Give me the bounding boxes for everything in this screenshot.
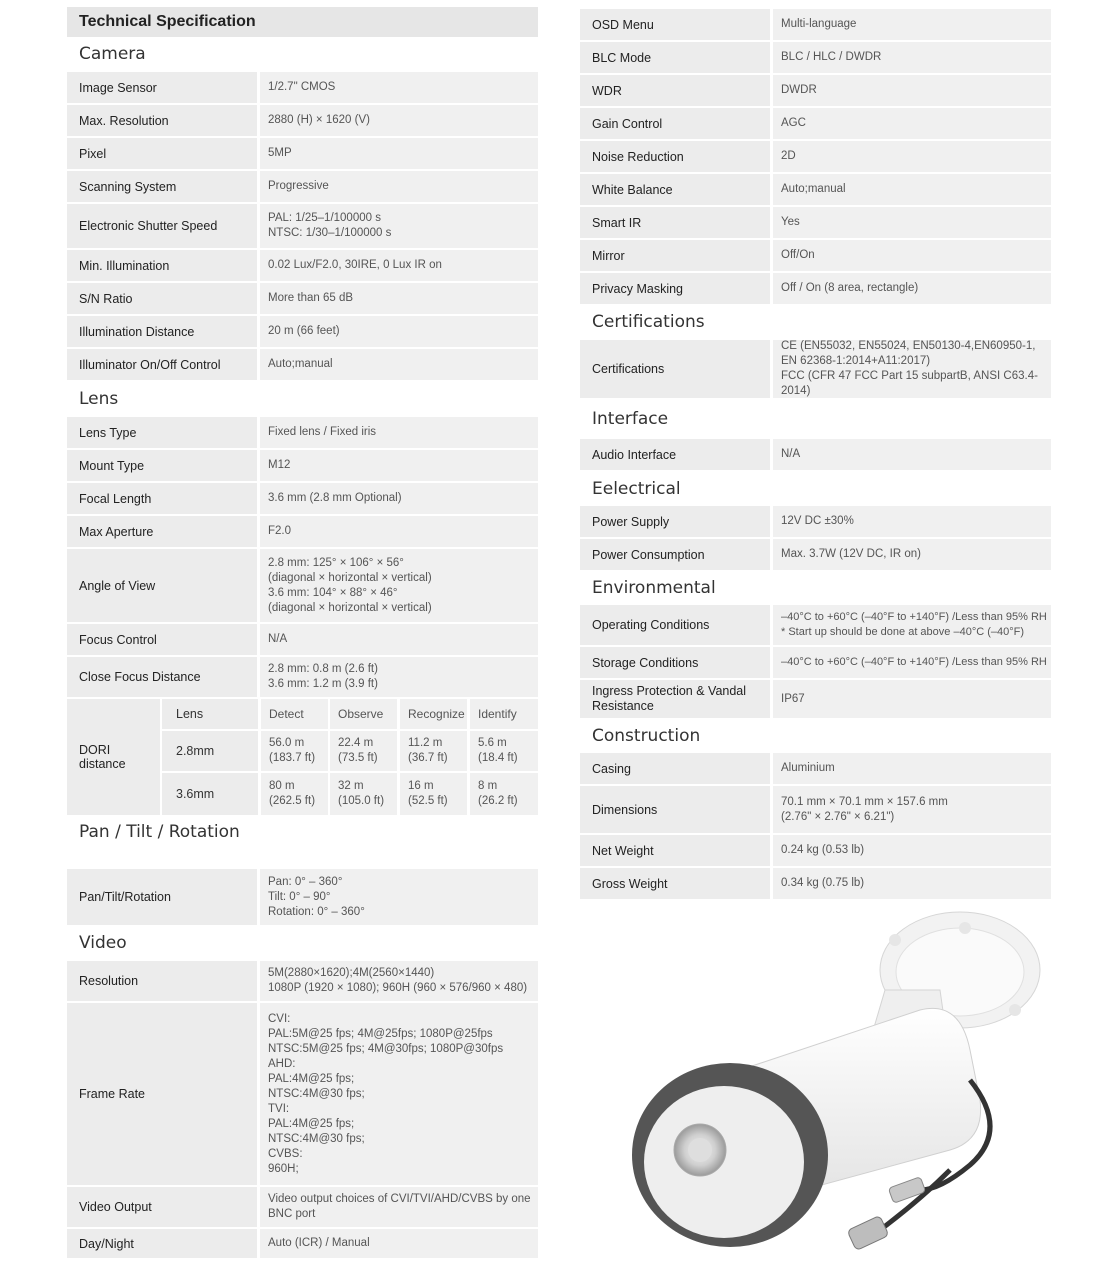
mount-screw [1009, 1004, 1021, 1016]
spec-row-ingress-protection [580, 680, 1051, 718]
spec-label: WDR [580, 75, 770, 106]
spec-label: Ingress Protection & Vandal Resistance [580, 680, 770, 718]
mount-screw [959, 922, 971, 934]
spec-label: OSD Menu [580, 9, 770, 40]
spec-label: Lens Type [67, 417, 257, 448]
spec-label: Gain Control [580, 108, 770, 139]
spec-label: Angle of View [67, 549, 257, 622]
dori-cell: 16 m (52.5 ft) [400, 773, 467, 815]
spec-label: Resolution [67, 961, 257, 1001]
spec-value: 20 m (66 feet) [260, 316, 538, 347]
spec-value: 1/2.7" CMOS [260, 72, 538, 103]
spec-label: Operating Conditions [580, 605, 770, 645]
spec-label: Audio Interface [580, 439, 770, 470]
dori-header-detect: Detect [261, 699, 328, 729]
spec-row-blc-mode [580, 42, 1051, 73]
spec-row-lens-type [67, 417, 538, 448]
spec-label: BLC Mode [580, 42, 770, 73]
spec-value: CVI: PAL:5M@25 fps; 4M@25fps; 1080P@25fps NTSC:5M@25 fps; 4M@30fps; 1080P@30fps AHD: PAL:4M@25 fps; NTSC:4M@30 fps; TVI: PAL:4M@25 fps; NTSC:4M@30 fps; CVBS: 960H; [260, 1003, 538, 1185]
spec-value: 0.24 kg (0.53 lb) [773, 835, 1051, 866]
spec-row-osd-menu [580, 9, 1051, 40]
spec-row-white-balance [580, 174, 1051, 205]
spec-row-certifications [580, 340, 1051, 398]
spec-row-image-sensor [67, 72, 538, 103]
dori-header-observe: Observe [330, 699, 397, 729]
spec-label: Electronic Shutter Speed [67, 204, 257, 248]
bullet-camera-image [620, 900, 1060, 1260]
spec-row-casing [580, 753, 1051, 784]
spec-row-privacy-masking [580, 273, 1051, 304]
spec-label: Privacy Masking [580, 273, 770, 304]
spec-row-close-focus [67, 657, 538, 697]
spec-value: BLC / HLC / DWDR [773, 42, 1051, 73]
spec-row-resolution [67, 961, 538, 1001]
spec-value: Video output choices of CVI/TVI/AHD/CVBS by one BNC port [260, 1187, 538, 1227]
spec-label: Frame Rate [67, 1003, 257, 1185]
section-interface-heading: Interface [592, 409, 669, 429]
dori-cell: 32 m (105.0 ft) [330, 773, 397, 815]
spec-value: Auto (ICR) / Manual [260, 1229, 538, 1258]
spec-label: Pan/Tilt/Rotation [67, 869, 257, 925]
section-construction-heading: Construction [592, 726, 701, 746]
spec-row-noise-reduction [580, 141, 1051, 172]
dori-header-lens: Lens [162, 699, 258, 729]
spec-label: Power Consumption [580, 539, 770, 570]
spec-row-angle-of-view [67, 549, 538, 622]
spec-row-shutter-speed [67, 204, 538, 248]
spec-row-net-weight [580, 835, 1051, 866]
spec-value: Auto;manual [260, 349, 538, 380]
spec-label: Focal Length [67, 483, 257, 514]
spec-row-power-supply [580, 506, 1051, 537]
section-electrical-heading: Eelectrical [592, 479, 681, 499]
spec-row-wdr [580, 75, 1051, 106]
dori-cell: 22.4 m (73.5 ft) [330, 731, 397, 771]
section-video-heading: Video [79, 933, 127, 953]
spec-row-scanning-system [67, 171, 538, 202]
spec-value: 2880 (H) × 1620 (V) [260, 105, 538, 136]
spec-value: Fixed lens / Fixed iris [260, 417, 538, 448]
spec-value: 3.6 mm (2.8 mm Optional) [260, 483, 538, 514]
spec-label: Min. Illumination [67, 250, 257, 281]
dori-cell: 8 m (26.2 ft) [470, 773, 538, 815]
spec-value: 5M(2880×1620);4M(2560×1440) 1080P (1920 × 1080); 960H (960 × 576/960 × 480) [260, 961, 538, 1001]
spec-value: More than 65 dB [260, 283, 538, 314]
spec-value: Off/On [773, 240, 1051, 271]
spec-row-dimensions [580, 786, 1051, 833]
spec-value: –40°C to +60°C (–40°F to +140°F) /Less than 95% RH * Start up should be done at above –40°C (–40°F) [773, 605, 1051, 645]
spec-label: Smart IR [580, 207, 770, 238]
spec-value: –40°C to +60°C (–40°F to +140°F) /Less than 95% RH [773, 647, 1051, 678]
spec-row-smart-ir [580, 207, 1051, 238]
spec-label: Gross Weight [580, 868, 770, 899]
spec-row-illuminator-control [67, 349, 538, 380]
section-environmental-heading: Environmental [592, 578, 716, 598]
spec-label: Storage Conditions [580, 647, 770, 678]
dori-lens-cell: 3.6mm [162, 773, 258, 815]
mount-screw [889, 934, 901, 946]
spec-row-audio-interface [580, 439, 1051, 470]
spec-value: Multi-language [773, 9, 1051, 40]
spec-value: AGC [773, 108, 1051, 139]
spec-row-max-aperture [67, 516, 538, 547]
spec-row-mount-type [67, 450, 538, 481]
spec-value: PAL: 1/25–1/100000 s NTSC: 1/30–1/100000 s [260, 204, 538, 248]
section-certifications-heading: Certifications [592, 312, 705, 332]
section-pan-heading: Pan / Tilt / Rotation [79, 822, 240, 842]
spec-label: White Balance [580, 174, 770, 205]
section-lens-heading: Lens [79, 389, 119, 409]
spec-row-day-night [67, 1229, 538, 1258]
dori-cell: 56.0 m (183.7 ft) [261, 731, 328, 771]
spec-row-frame-rate [67, 1003, 538, 1185]
spec-value: Max. 3.7W (12V DC, IR on) [773, 539, 1051, 570]
spec-row-gain-control [580, 108, 1051, 139]
camera-face [644, 1086, 804, 1238]
spec-label: Illuminator On/Off Control [67, 349, 257, 380]
spec-row-storage-conditions [580, 647, 1051, 678]
spec-row-max-resolution [67, 105, 538, 136]
spec-value: Yes [773, 207, 1051, 238]
spec-label: Max Aperture [67, 516, 257, 547]
spec-label: Image Sensor [67, 72, 257, 103]
spec-row-pixel [67, 138, 538, 169]
spec-row-mirror [580, 240, 1051, 271]
bnc-connector-icon [847, 1215, 889, 1250]
spec-label: Scanning System [67, 171, 257, 202]
spec-label: Net Weight [580, 835, 770, 866]
spec-label: S/N Ratio [67, 283, 257, 314]
spec-value: Pan: 0° – 360° Tilt: 0° – 90° Rotation: 0° – 360° [260, 869, 538, 925]
dori-header-recognize: Recognize [400, 699, 467, 729]
dori-lens-cell: 2.8mm [162, 731, 258, 771]
dori-cell: 80 m (262.5 ft) [261, 773, 328, 815]
spec-label: Dimensions [580, 786, 770, 833]
spec-value: 2.8 mm: 0.8 m (2.6 ft) 3.6 mm: 1.2 m (3.9 ft) [260, 657, 538, 697]
spec-label: Noise Reduction [580, 141, 770, 172]
spec-value: Off / On (8 area, rectangle) [773, 273, 1051, 304]
spec-row-pan-tilt-rotation [67, 869, 538, 925]
dori-table [67, 699, 538, 815]
dori-cell: 11.2 m (36.7 ft) [400, 731, 467, 771]
dori-header-identify: Identify [470, 699, 538, 729]
spec-value: 0.34 kg (0.75 lb) [773, 868, 1051, 899]
spec-row-illumination-distance [67, 316, 538, 347]
spec-label: Max. Resolution [67, 105, 257, 136]
spec-row-video-output [67, 1187, 538, 1227]
spec-value: 12V DC ±30% [773, 506, 1051, 537]
dori-label: DORI distance [67, 699, 160, 815]
section-camera-heading: Camera [79, 44, 146, 64]
spec-value: M12 [260, 450, 538, 481]
spec-row-power-consumption [580, 539, 1051, 570]
spec-label: Illumination Distance [67, 316, 257, 347]
spec-value: IP67 [773, 680, 1051, 718]
spec-label: Day/Night [67, 1229, 257, 1258]
spec-value: Auto;manual [773, 174, 1051, 205]
spec-value: CE (EN55032, EN55024, EN50130-4,EN60950-1, EN 62368-1:2014+A11:2017) FCC (CFR 47 FCC Part 15 subpartB, ANSI C63.4-2014) [773, 340, 1051, 398]
spec-row-sn-ratio [67, 283, 538, 314]
spec-label: Focus Control [67, 624, 257, 655]
spec-value: N/A [260, 624, 538, 655]
spec-value: 5MP [260, 138, 538, 169]
spec-row-min-illumination [67, 250, 538, 281]
spec-label: Video Output [67, 1187, 257, 1227]
spec-value: 0.02 Lux/F2.0, 30IRE, 0 Lux IR on [260, 250, 538, 281]
dori-cell: 5.6 m (18.4 ft) [470, 731, 538, 771]
spec-label: Certifications [580, 340, 770, 398]
spec-row-focus-control [67, 624, 538, 655]
spec-value: DWDR [773, 75, 1051, 106]
spec-label: Mirror [580, 240, 770, 271]
spec-label: Pixel [67, 138, 257, 169]
spec-label: Close Focus Distance [67, 657, 257, 697]
spec-value: N/A [773, 439, 1051, 470]
spec-value: 2.8 mm: 125° × 106° × 56° (diagonal × horizontal × vertical) 3.6 mm: 104° × 88° × 46° (diagonal × horizontal × vertical) [260, 549, 538, 622]
lens-inner [688, 1138, 712, 1162]
spec-label: Mount Type [67, 450, 257, 481]
spec-value: F2.0 [260, 516, 538, 547]
spec-value: Aluminium [773, 753, 1051, 784]
spec-value: 2D [773, 141, 1051, 172]
spec-row-gross-weight [580, 868, 1051, 899]
spec-value: Progressive [260, 171, 538, 202]
spec-title: Technical Specification [67, 7, 538, 37]
spec-label: Power Supply [580, 506, 770, 537]
spec-value: 70.1 mm × 70.1 mm × 157.6 mm (2.76" × 2.76" × 6.21") [773, 786, 1051, 833]
spec-row-operating-conditions [580, 605, 1051, 645]
spec-label: Casing [580, 753, 770, 784]
spec-row-focal-length [67, 483, 538, 514]
